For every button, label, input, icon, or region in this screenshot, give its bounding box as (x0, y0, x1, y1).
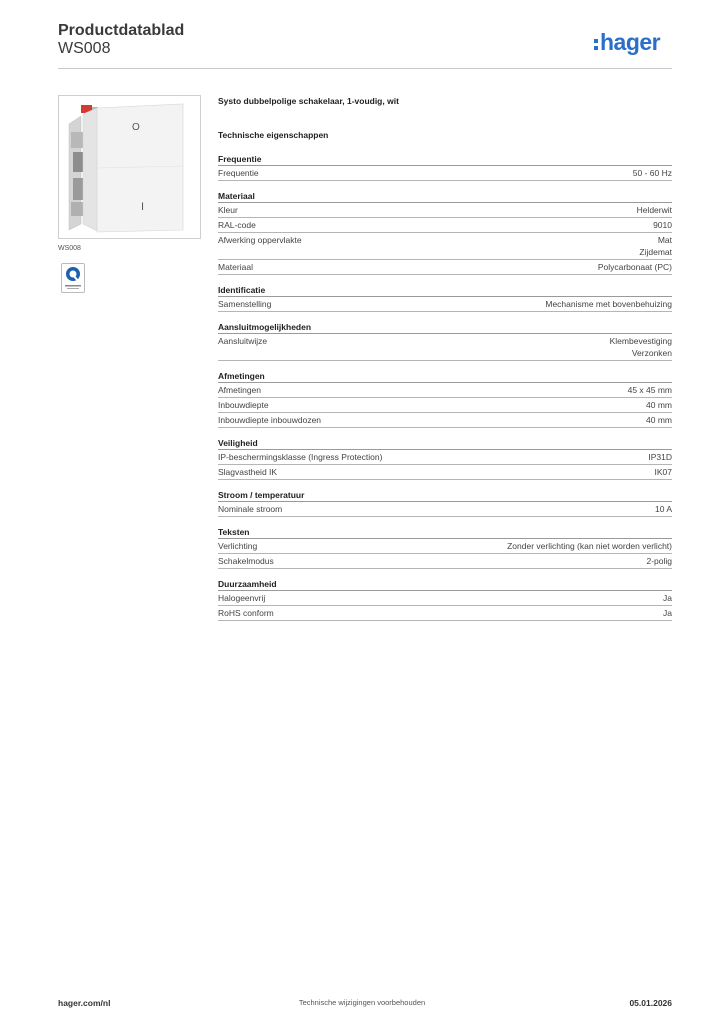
section-title: Afmetingen (218, 371, 672, 383)
spec-label: Slagvastheid IK (218, 467, 278, 477)
spec-value (648, 451, 672, 463)
section-title: Aansluitmogelijkheden (218, 322, 672, 334)
spec-section (218, 191, 672, 275)
spec-value-line: Klembevestiging (609, 336, 672, 346)
product-description: Systo dubbelpolige schakelaar, 1-voudig, wit (218, 96, 399, 106)
spec-value-line: Zijdemat (639, 247, 672, 257)
spec-value-line: Ja (663, 608, 672, 618)
spec-value (639, 234, 672, 258)
spec-row (218, 450, 672, 465)
image-caption: WS008 (58, 245, 81, 252)
spec-value-line: Mechanisme met bovenbehuizing (545, 299, 672, 309)
spec-row (218, 334, 672, 361)
spec-section (218, 579, 672, 621)
spec-section (218, 285, 672, 312)
product-image (58, 95, 201, 239)
spec-value-line: Verzonken (631, 348, 672, 358)
spec-label: Frequentie (218, 168, 259, 178)
tech-properties-heading: Technische eigenschappen (218, 130, 329, 140)
spec-value-line: Zonder verlichting (kan niet worden verlicht) (507, 541, 672, 551)
section-title: Veiligheid (218, 438, 672, 450)
product-code: WS008 (58, 40, 111, 57)
spec-label: Samenstelling (218, 299, 272, 309)
switch-illustration (59, 96, 200, 238)
spec-label: Schakelmodus (218, 556, 274, 566)
spec-value-line: IP31D (648, 452, 672, 462)
spec-value (646, 414, 672, 426)
hager-logo (594, 28, 660, 56)
switch-on-mark: O (132, 122, 140, 133)
spec-value (545, 298, 672, 310)
spec-value (663, 592, 672, 604)
spec-section (218, 322, 672, 361)
spec-value (655, 466, 673, 478)
spec-row (218, 260, 672, 275)
spec-value-line: 10 A (654, 504, 672, 514)
spec-section (218, 490, 672, 517)
spec-row (218, 297, 672, 312)
section-title: Stroom / temperatuur (218, 490, 672, 502)
quality-badge-icon (61, 263, 85, 293)
spec-row (218, 539, 672, 554)
spec-row (218, 398, 672, 413)
spec-value (507, 540, 672, 552)
footer-website[interactable]: hager.com/nl (58, 998, 111, 1008)
spec-section (218, 371, 672, 428)
spec-value (663, 607, 672, 619)
page-title: Productdatablad (58, 22, 185, 39)
spec-value-line: 40 mm (646, 415, 672, 425)
spec-value (637, 204, 672, 216)
spec-row (218, 166, 672, 181)
spec-label: RoHS conform (218, 608, 274, 618)
spec-value (653, 219, 672, 231)
spec-row (218, 502, 672, 517)
spec-value-line: Ja (663, 593, 672, 603)
logo-dots-icon (594, 39, 598, 50)
spec-label: Halogeenvrij (218, 593, 266, 603)
spec-row (218, 218, 672, 233)
spec-value-line: 2-polig (646, 556, 672, 566)
spec-label: Materiaal (218, 262, 253, 272)
spec-label: IP-beschermingsklasse (Ingress Protection) (218, 452, 383, 462)
section-title: Duurzaamheid (218, 579, 672, 591)
spec-row (218, 591, 672, 606)
section-title: Frequentie (218, 154, 672, 166)
spec-label: Afmetingen (218, 385, 261, 395)
spec-row (218, 413, 672, 428)
spec-value-line: 50 - 60 Hz (632, 168, 672, 178)
spec-value (646, 555, 672, 567)
spec-label: Verlichting (218, 541, 258, 551)
header-divider (58, 68, 672, 69)
spec-label: Nominale stroom (218, 504, 283, 514)
spec-value-line: 9010 (653, 220, 672, 230)
spec-value (633, 167, 672, 179)
spec-value (628, 384, 672, 396)
spec-section (218, 154, 672, 181)
spec-value-line: IK07 (654, 467, 672, 477)
footer-date: 05.01.2026 (629, 998, 672, 1008)
spec-value-line: 45 x 45 mm (627, 385, 672, 395)
spec-row (218, 203, 672, 218)
spec-section (218, 527, 672, 569)
spec-label: Kleur (218, 205, 238, 215)
section-title: Materiaal (218, 191, 672, 203)
spec-value (655, 503, 672, 515)
spec-row (218, 383, 672, 398)
logo-text: hager (600, 28, 661, 55)
spec-label: Afwerking oppervlakte (218, 235, 302, 245)
spec-value (598, 261, 672, 273)
spec-value-line: 40 mm (646, 400, 672, 410)
spec-label: Inbouwdiepte inbouwdozen (218, 415, 322, 425)
spec-content (218, 96, 672, 621)
spec-value-line: Helderwit (636, 205, 672, 215)
section-title: Teksten (218, 527, 672, 539)
spec-section (218, 438, 672, 480)
section-title: Identificatie (218, 285, 672, 297)
spec-row (218, 606, 672, 621)
spec-row (218, 233, 672, 260)
spec-label: RAL-code (218, 220, 256, 230)
switch-off-mark: I (141, 201, 145, 213)
spec-sections (218, 154, 672, 621)
spec-value (646, 399, 672, 411)
spec-value-line: Mat (657, 235, 672, 245)
spec-row (218, 554, 672, 569)
spec-label: Inbouwdiepte (218, 400, 269, 410)
footer-disclaimer: Technische wijzigingen voorbehouden (298, 998, 426, 1007)
spec-row (218, 465, 672, 480)
spec-value-line: Polycarbonaat (PC) (597, 262, 672, 272)
spec-label: Aansluitwijze (218, 336, 268, 346)
spec-value (610, 335, 672, 359)
